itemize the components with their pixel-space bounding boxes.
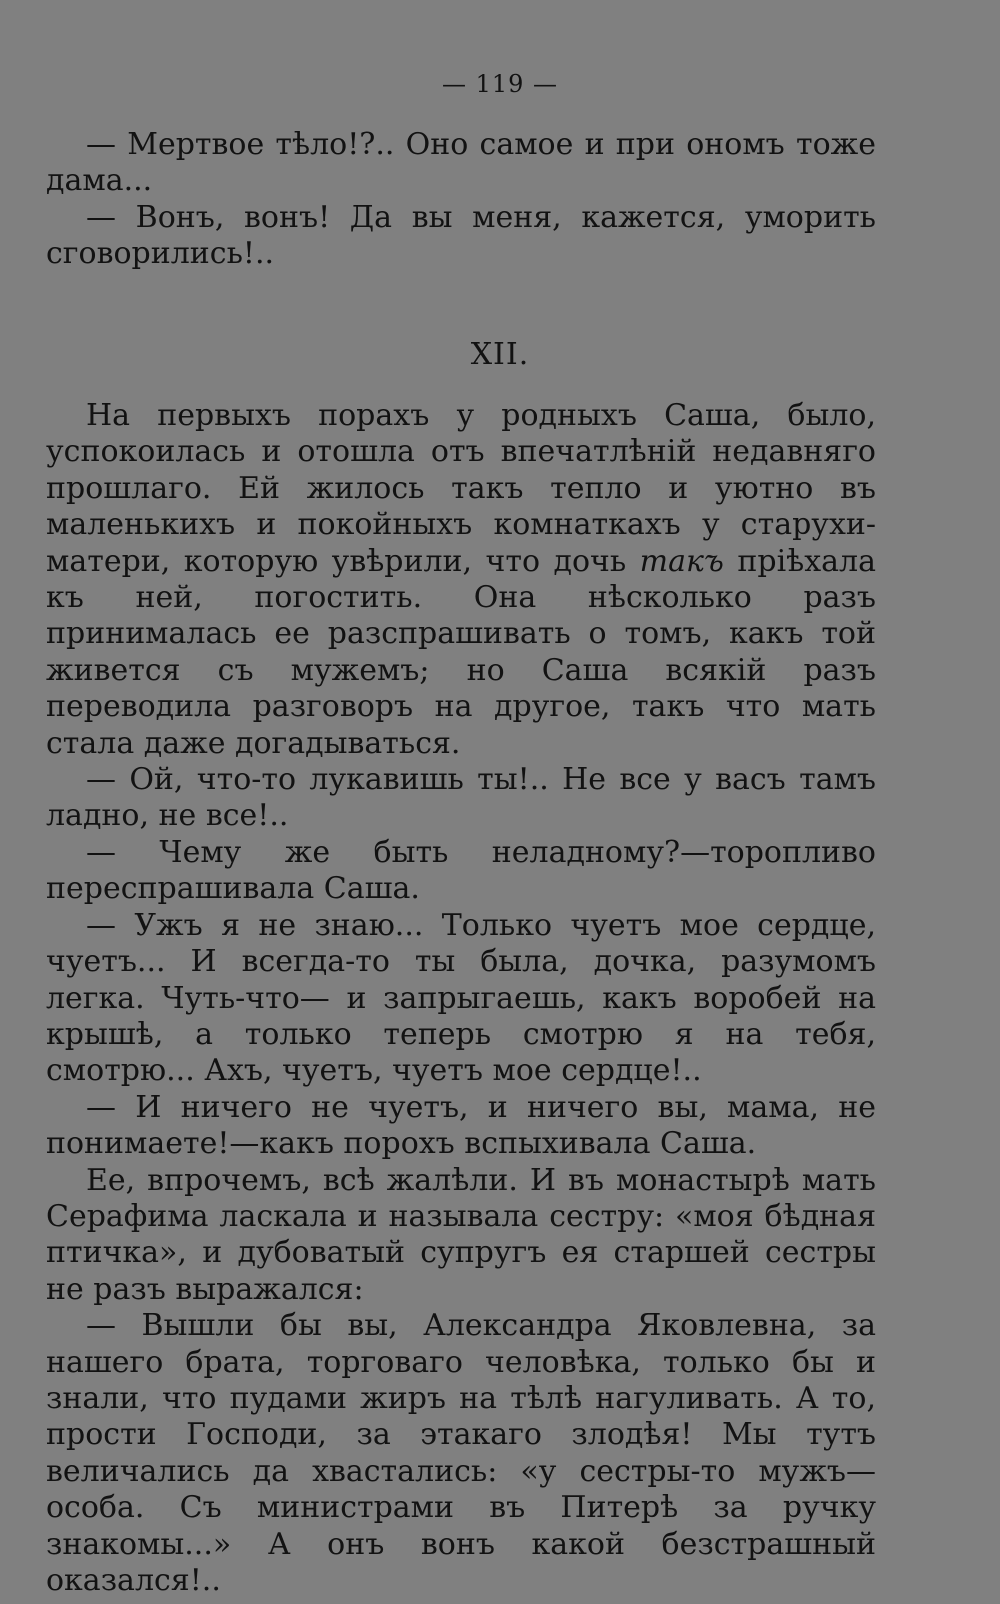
- emphasis-text: такъ: [639, 543, 724, 579]
- paragraph: — И ничего не чуетъ, и ничего вы, мама, не понимаете!—какъ порохъ вспыхивала Саша.: [46, 1089, 876, 1162]
- main-text-block: [46, 398, 876, 1599]
- paragraph-text: На первыхъ порахъ у родныхъ Саша, было, успокоилась и отошла отъ впечатлѣній недавняго прошлаго. Ей жилось такъ тепло и уютно въ маленькихъ и покойныхъ комнаткахъ у старухи-матери, которую увѣрили, что дочь: [46, 398, 876, 579]
- paragraph: — Вышли бы вы, Александра Яковлевна, за нашего брата, торговаго человѣка, только бы и знали, что пудами жиръ на тѣлѣ нагуливать. А то, прости Господи, за этакаго злодѣя! Мы тутъ величались да хвастались: «у сестры-то мужъ—особа. Съ министрами въ Питерѣ за ручку знакомы...» А онъ вонъ какой безстрашный оказался!..: [46, 1308, 876, 1598]
- top-text-block: [46, 127, 876, 273]
- paragraph: Ее, впрочемъ, всѣ жалѣли. И въ монастырѣ мать Серафима ласкала и называла сестру: «моя бѣдная птичка», и дубоватый супругъ ея старшей сестры не разъ выражался:: [46, 1162, 876, 1307]
- paragraph: — Вонъ, вонъ! Да вы меня, кажется, уморить сговорились!..: [46, 199, 876, 272]
- paragraph: [46, 398, 876, 762]
- paragraph: — Ужъ я не знаю... Только чуетъ мое сердце, чуетъ... И всегда-то ты была, дочка, разумомъ легка. Чуть-что— и запрыгаешь, какъ воробей на крышѣ, а только теперь смотрю я на тебя, смотрю... Ахъ, чуетъ, чуетъ мое сердце!..: [46, 907, 876, 1089]
- paragraph-text: пріѣхала къ ней, погостить. Она нѣсколько разъ принималась ее разспрашивать о томъ, какъ той живется съ мужемъ; но Саша всякій разъ переводила разговоръ на другое, такъ что мать стала даже догадываться.: [46, 543, 876, 761]
- paragraph: — Чему же быть неладному?—торопливо переспрашивала Саша.: [46, 834, 876, 907]
- paragraph: — Мертвое тѣло!?.. Оно самое и при ономъ тоже дама...: [46, 127, 876, 199]
- paragraph: — Ой, что-то лукавишь ты!.. Не все у васъ тамъ ладно, не все!..: [46, 762, 876, 834]
- chapter-heading: XII.: [470, 337, 530, 372]
- page-number: — 119 —: [441, 70, 559, 98]
